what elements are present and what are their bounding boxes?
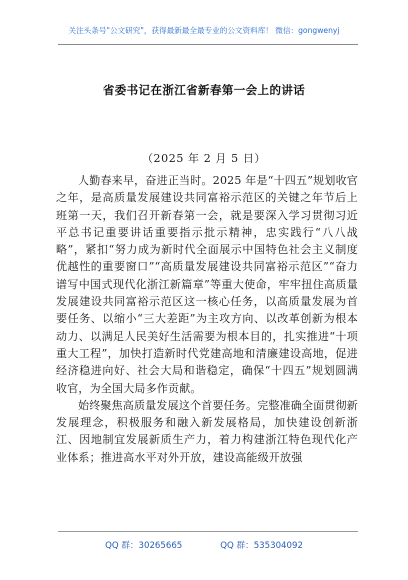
body-paragraph: 始终聚焦高质量发展这个首要任务。完整准确全面贯彻新发展理念，积极服务和融入新发展格局，加快建设创新浙江、因地制宜发展新质生产力，着力构建浙江特色现代化产业体系；推进高水平对外开放，建设高能级开放强 xyxy=(56,398,358,464)
header-notice: 关注头条号"公文研究"，获得最新最全最专业的公文资料库！ 微信：gongwenyj xyxy=(68,26,340,35)
header-divider xyxy=(58,44,358,45)
footer-qq-group-2: QQ 群：535304092 xyxy=(220,541,303,551)
document-body xyxy=(56,172,358,466)
footer-contact xyxy=(0,539,408,551)
document-title: 省委书记在浙江省新春第一会上的讲话 xyxy=(102,83,306,97)
body-paragraph: 人勤春来早，奋进正当时。2025 年是“十四五”规划收官之年，是高质量发展建设共同富裕示范区的关键之年节后上班第一天，我们召开新春第一会，就是要深入学习贯彻习近平总书记重要讲话重要指示批示精神，忠实践行“八八战略”，紧扣“努力成为新时代全面展示中国特色社会主义制度优越性的重要窗口”“高质量发展建设共同富裕示范区”“奋力谱写中国式现代化浙江新篇章”等重大使命，牢牢扭住高质量发展建设共同富裕示范区这一核心任务，以高质量发展为首要任务、以缩小“三大差距”为主攻方向、以改革创新为根本动力、以满足人民美好生活需要为根本目的，扎实推进“十项重大工程”，加快打造新时代党建高地和清廉建设高地，促进经济稳进向好、社会大局和谐稳定，确保“十四五”规划圆满收官，为全国大局多作贡献。 xyxy=(56,174,358,395)
footer-divider xyxy=(58,531,358,532)
footer-qq-group-1: QQ 群：30265665 xyxy=(105,541,183,551)
document-date: （2025 年 2 月 5 日） xyxy=(141,152,267,165)
